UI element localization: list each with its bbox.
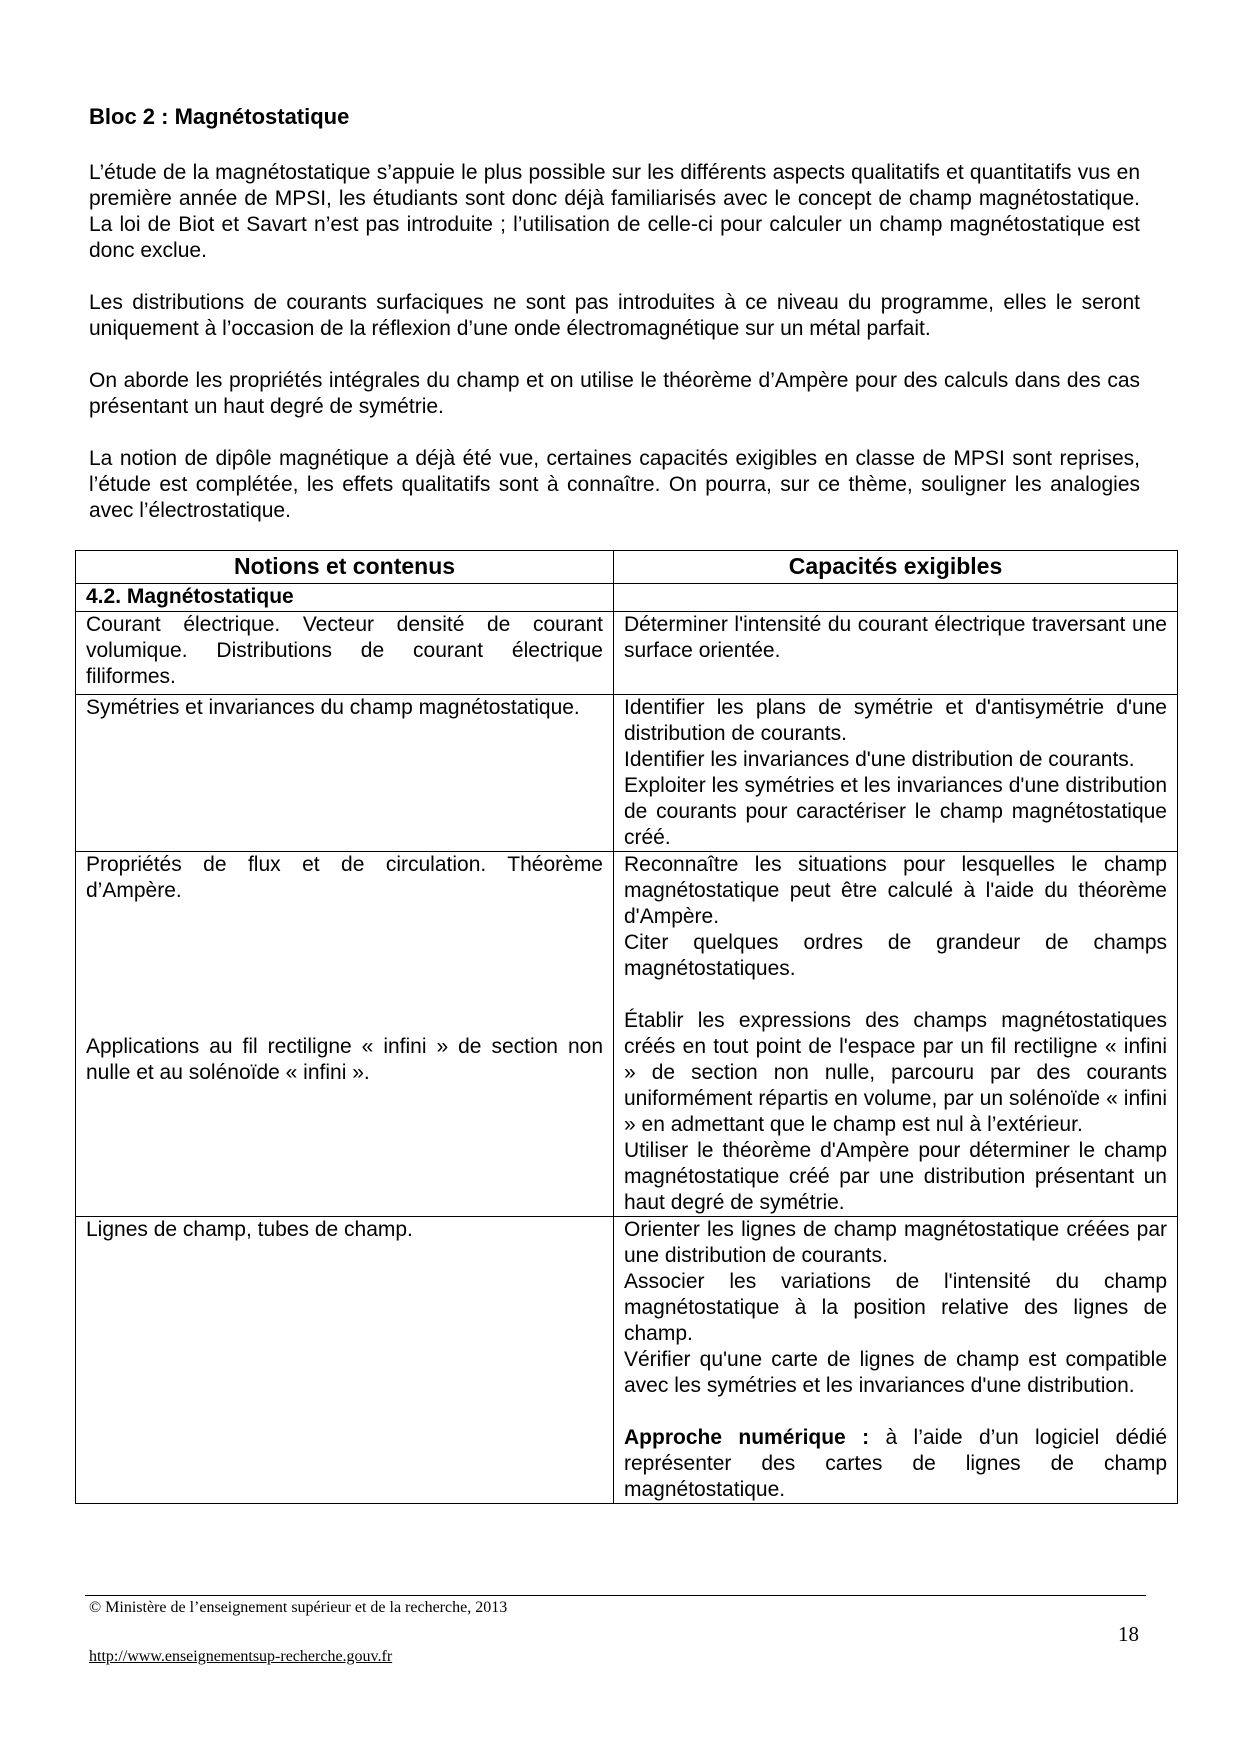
- intro-paragraph-2: Les distributions de courants surfaciques ne sont pas introduites à ce niveau du programme, elles le seront uniquement à l’occasion de la réflexion d’une onde électromagnétique sur un métal parfait.: [89, 291, 1140, 340]
- page-number: 18: [1118, 1622, 1139, 1646]
- column-header-capacites: Capacités exigibles: [614, 551, 1178, 584]
- table-row: [76, 852, 1178, 1217]
- section-heading: Bloc 2 : Magnétostatique: [89, 104, 350, 129]
- footer-copyright: © Ministère de l’enseignement supérieur et de la recherche, 2013: [89, 1599, 508, 1616]
- notion-text: Courant électrique. Vecteur densité de courant volumique. Distributions de courant électrique filiformes.: [86, 613, 603, 688]
- numeric-approach-label: Approche numérique :: [624, 1426, 870, 1449]
- capacity-text: Vérifier qu'une carte de lignes de champ est compatible avec les symétries et les invariances d'une distribution.: [624, 1348, 1167, 1397]
- capacity-text: Établir les expressions des champs magnétostatiques créés en tout point de l'espace par un fil rectiligne « infini » de section non nulle, parcouru par des courants uniformément répartis en volume, par un solénoïde « infini » en admettant que le champ est nul à l’extérieur.: [624, 1009, 1167, 1136]
- intro-paragraph-4: La notion de dipôle magnétique a déjà été vue, certaines capacités exigibles en classe de MPSI sont reprises, l’étude est complétée, les effets qualitatifs sont à connaître. On pourra, sur ce thème, souligner les analogies avec l’électrostatique.: [89, 447, 1140, 522]
- notion-text: Lignes de champ, tubes de champ.: [86, 1218, 413, 1241]
- notion-cell: [76, 612, 614, 695]
- capacity-text: Utiliser le théorème d'Ampère pour déterminer le champ magnétostatique créé par une distribution présentant un haut degré de symétrie.: [624, 1139, 1167, 1214]
- capacity-text: Identifier les invariances d'une distribution de courants.: [624, 748, 1135, 771]
- column-header-notions: Notions et contenus: [76, 551, 614, 584]
- capacity-cell: [614, 612, 1178, 695]
- footer-url-link[interactable]: http://www.enseignementsup-recherche.gouv.fr: [89, 1648, 393, 1665]
- table-row: [76, 612, 1178, 695]
- cell-spacer: [86, 904, 603, 1034]
- notion-text: Symétries et invariances du champ magnétostatique.: [86, 696, 580, 719]
- section-label: 4.2. Magnétostatique: [76, 584, 614, 612]
- footer-divider: [85, 1595, 1146, 1596]
- capacity-text: Associer les variations de l'intensité du champ magnétostatique à la position relative des lignes de champ.: [624, 1270, 1167, 1345]
- table-section-row: [76, 584, 1178, 612]
- capacity-cell: [614, 695, 1178, 852]
- capacity-text: Déterminer l'intensité du courant électrique traversant une surface orientée.: [624, 613, 1167, 662]
- notion-cell: [76, 1217, 614, 1504]
- notion-text: Propriétés de flux et de circulation. Théorème d’Ampère.: [86, 853, 603, 902]
- notion-text: Applications au fil rectiligne « infini » de section non nulle et au solénoïde « infini ».: [86, 1035, 603, 1084]
- table-row: [76, 1217, 1178, 1504]
- capacity-text: Reconnaître les situations pour lesquelles le champ magnétostatique peut être calculé à l'aide du théorème d'Ampère.: [624, 853, 1167, 928]
- intro-paragraph-3: On aborde les propriétés intégrales du champ et on utilise le théorème d’Ampère pour des calculs dans des cas présentant un haut degré de symétrie.: [89, 369, 1140, 418]
- intro-paragraph-1: L’étude de la magnétostatique s’appuie le plus possible sur les différents aspects qualitatifs et quantitatifs vus en première année de MPSI, les étudiants sont donc déjà familiarisés avec le concept de champ magnétostatique. La loi de Biot et Savart n’est pas introduite ; l’utilisation de celle-ci pour calculer un champ magnétostatique est donc exclue.: [89, 161, 1140, 262]
- section-empty-cell: [614, 584, 1178, 612]
- program-table: [75, 550, 1178, 1504]
- table-row: [76, 695, 1178, 852]
- capacity-text: Identifier les plans de symétrie et d'antisymétrie d'une distribution de courants.: [624, 696, 1167, 745]
- numeric-approach-text: [624, 1425, 1167, 1503]
- notion-cell: [76, 695, 614, 852]
- capacity-cell: [614, 852, 1178, 1217]
- notion-cell: [76, 852, 614, 1217]
- numeric-approach-body: à l’aide d’un logiciel dédié représenter des cartes de lignes de champ magnétostatique.: [624, 1426, 1167, 1501]
- cell-spacer: [624, 1399, 1167, 1425]
- capacity-text: Orienter les lignes de champ magnétostatique créées par une distribution de courants.: [624, 1218, 1167, 1267]
- cell-spacer: [624, 982, 1167, 1008]
- capacity-text: Citer quelques ordres de grandeur de champs magnétostatiques.: [624, 931, 1167, 980]
- capacity-text: Exploiter les symétries et les invariances d'une distribution de courants pour caractériser le champ magnétostatique créé.: [624, 774, 1167, 849]
- capacity-cell: [614, 1217, 1178, 1504]
- table-header-row: [76, 551, 1178, 584]
